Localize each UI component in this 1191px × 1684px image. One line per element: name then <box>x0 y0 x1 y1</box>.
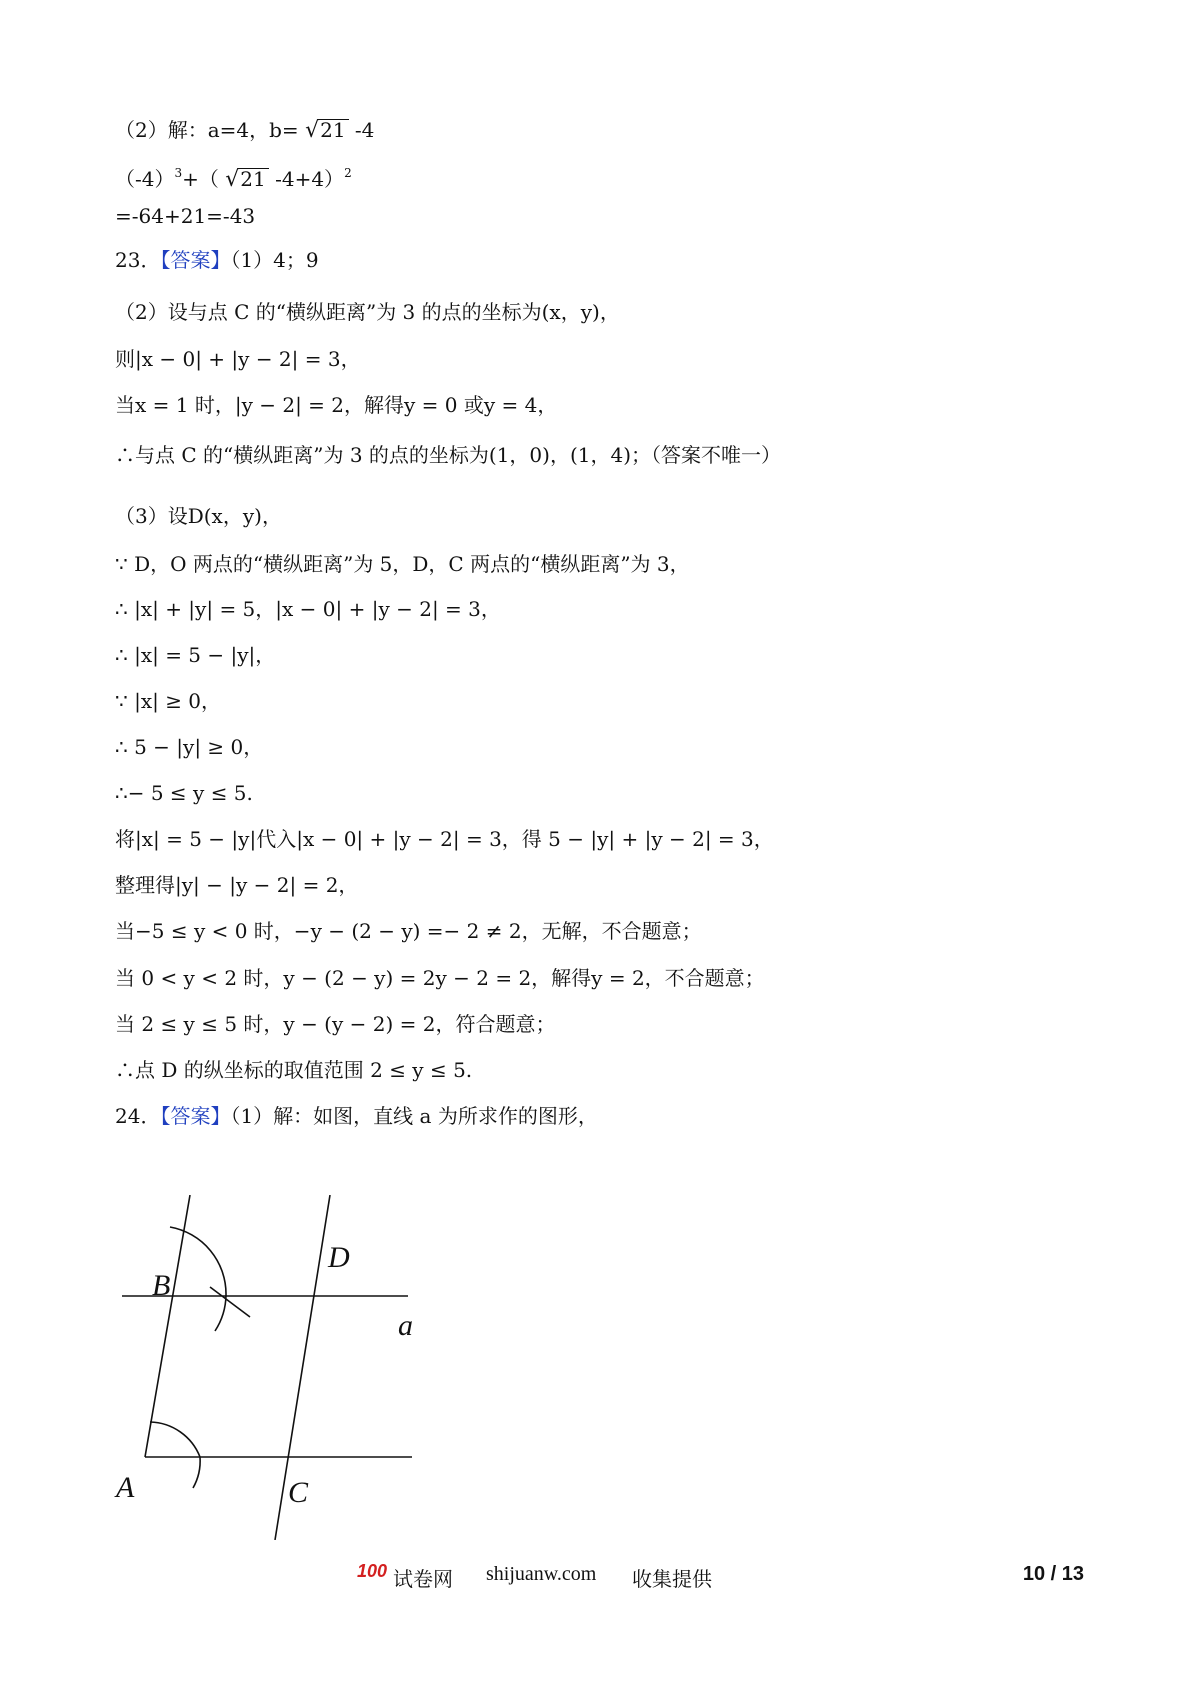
line-23-5: ∴与点 C 的“横纵距离”为 3 的点的坐标为(1，0)，(1，4)；（答案不唯一） <box>115 443 782 467</box>
line-23-3: 则|x − 0| + |y − 2| = 3， <box>115 347 361 371</box>
label-b: B <box>152 1269 171 1302</box>
answer-tag: 【答案】 <box>160 1104 231 1128</box>
sqrt-icon: √ <box>225 167 240 192</box>
label-d: D <box>328 1241 350 1274</box>
answer-23-heading <box>115 247 319 273</box>
label-line-a: a <box>398 1309 413 1342</box>
label-a: A <box>116 1471 135 1504</box>
line-23-2: （2）设与点 C 的“横纵距离”为 3 的点的坐标为(x，y)， <box>115 300 620 324</box>
line-expression <box>115 160 352 193</box>
line-23-11: ∴ 5 − |y| ≥ 0， <box>115 735 264 759</box>
logo: 100 <box>357 1561 388 1581</box>
line-23-6: （3）设D(x，y)， <box>115 504 282 528</box>
text: -4 <box>348 118 375 142</box>
line-23-18: ∴点 D 的纵坐标的取值范围 2 ≤ y ≤ 5. <box>115 1058 473 1082</box>
construction-figure <box>100 1195 440 1540</box>
line-23-10: ∵ |x| ≥ 0， <box>115 689 222 713</box>
answer-tag: 【答案】 <box>160 248 231 272</box>
arc-a-upper <box>150 1422 200 1457</box>
line-part2-values <box>115 117 374 144</box>
question-number: 24． <box>115 1104 161 1128</box>
line-23-13: 将|x| = 5 − |y|代入|x − 0| + |y − 2| = 3，得 5 − |y| + |y − 2| = 3， <box>115 827 774 851</box>
text: （2）解：a=4，b= <box>115 118 299 142</box>
line-23-17: 当 2 ≤ y ≤ 5 时，y − (y − 2) = 2，符合题意； <box>115 1012 556 1036</box>
line-23-7: ∵ D，O 两点的“横纵距离”为 5，D，C 两点的“横纵距离”为 3， <box>115 552 690 576</box>
arc-a-lower <box>193 1457 200 1488</box>
line-23-8: ∴ |x| + |y| = 5，|x − 0| + |y − 2| = 3， <box>115 597 501 621</box>
footer-site-name: 试卷网 <box>393 1569 453 1591</box>
line-23-4: 当x = 1 时，|y − 2| = 2，解得y = 0 或y = 4， <box>115 393 558 417</box>
text: （1）解：如图，直线 a 为所求作的图形， <box>230 1104 598 1128</box>
line-23-14: 整理得|y| − |y − 2| = 2， <box>115 873 359 897</box>
line-result: =-64+21=-43 <box>115 204 256 228</box>
answer-24-heading <box>115 1103 598 1129</box>
line-23-15: 当−5 ≤ y < 0 时，−y − (2 − y) =− 2 ≠ 2，无解，不合题意； <box>115 919 702 943</box>
text: （-4） <box>115 167 175 191</box>
sqrt-icon: √ <box>305 118 320 143</box>
question-number: 23． <box>115 248 161 272</box>
page-number: 10 / 13 <box>1022 1563 1084 1585</box>
line-23-16: 当 0 < y < 2 时，y − (2 − y) = 2y − 2 = 2，解得y = 2，不合题意； <box>115 966 765 990</box>
text: （1）4；9 <box>230 248 319 272</box>
footer-domain[interactable]: shijuanw.com <box>486 1563 597 1585</box>
exponent: 2 <box>344 166 352 180</box>
line-23-12: ∴− 5 ≤ y ≤ 5. <box>115 781 253 805</box>
radicand: 21 <box>238 168 268 189</box>
text: -4+4） <box>268 167 345 191</box>
text: +（ <box>182 167 226 191</box>
label-c: C <box>288 1476 309 1509</box>
line-23-9: ∴ |x| = 5 − |y|， <box>115 643 276 667</box>
footer-provided: 收集提供 <box>632 1569 712 1591</box>
line-ab <box>145 1195 190 1457</box>
exponent: 3 <box>174 166 183 180</box>
radicand: 21 <box>318 119 348 140</box>
arc-b-lower <box>215 1295 226 1331</box>
arc-mark <box>210 1287 250 1317</box>
